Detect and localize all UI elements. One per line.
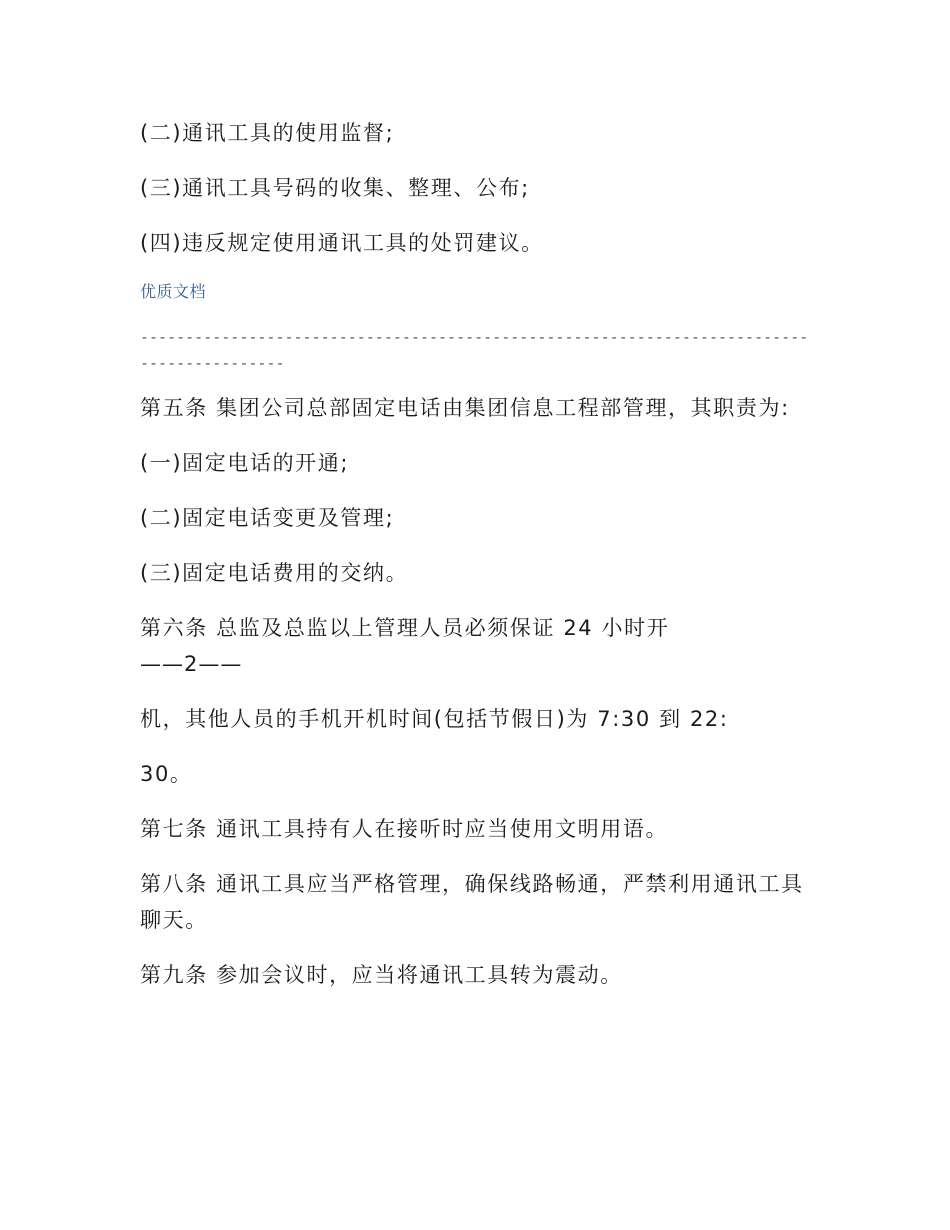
- article-5-item-3: (三)固定电话费用的交纳。: [140, 561, 409, 585]
- article-5-item-2: (二)固定电话变更及管理;: [140, 506, 395, 530]
- item-2-usage-supervision: (二)通讯工具的使用监督;: [140, 121, 395, 145]
- article-5: 第五条 集团公司总部固定电话由集团信息工程部管理，其职责为:: [140, 396, 790, 420]
- page-number: ——2——: [140, 652, 243, 676]
- article-6-part-1: 第六条 总监及总监以上管理人员必须保证 24 小时开: [140, 616, 670, 640]
- watermark-label: 优质文档: [140, 282, 207, 301]
- item-4-penalty-suggestion: (四)违反规定使用通讯工具的处罚建议。: [140, 231, 544, 255]
- item-3-number-collection: (三)通讯工具号码的收集、整理、公布;: [140, 176, 530, 200]
- document-body: [140, 115, 812, 993]
- article-5-item-1: (一)固定电话的开通;: [140, 451, 350, 475]
- article-9: 第九条 参加会议时，应当将通讯工具转为震动。: [140, 963, 623, 987]
- article-8: 第八条 通讯工具应当严格管理，确保线路畅通，严禁利用通讯工具聊天。: [140, 872, 804, 932]
- article-6-part-2: 机，其他人员的手机开机时间(包括节假日)为 7:30 到 22:: [140, 707, 729, 731]
- article-7: 第七条 通讯工具持有人在接听时应当使用文明用语。: [140, 817, 669, 841]
- article-6-part-3: 30。: [140, 762, 193, 786]
- dashed-separator: ------------------------------------------------------------------------------------------: [140, 328, 809, 372]
